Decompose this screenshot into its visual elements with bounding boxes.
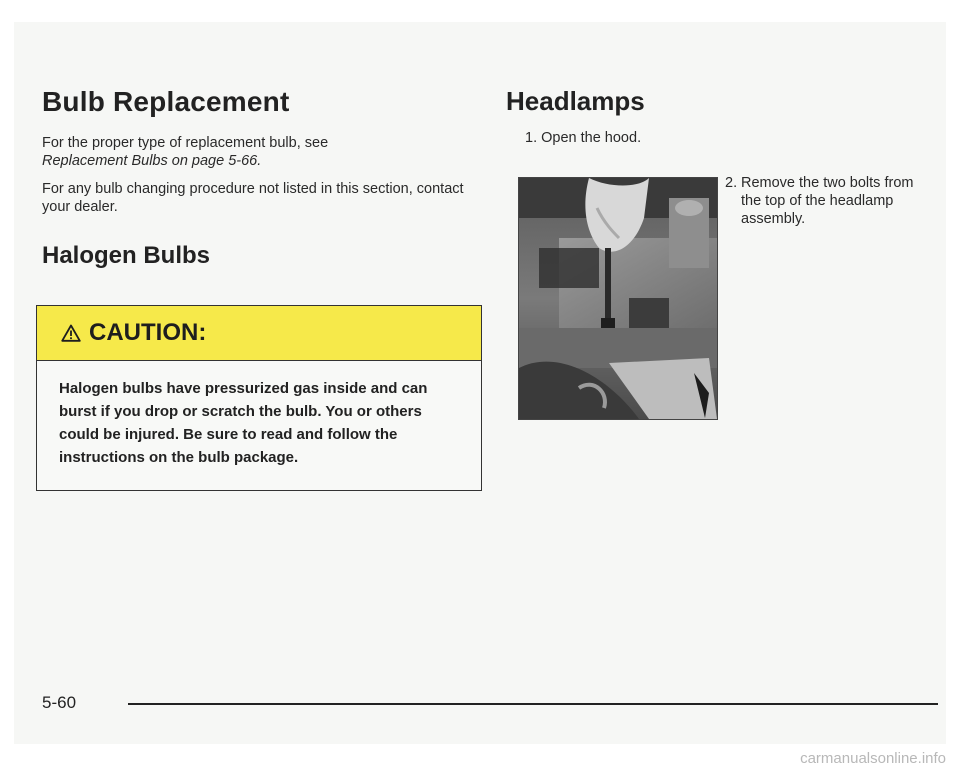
step-2-number: 2. bbox=[725, 175, 738, 191]
replacement-bulb-paragraph bbox=[42, 134, 482, 170]
warning-triangle-icon bbox=[61, 324, 81, 342]
headlamps-heading: Headlamps bbox=[506, 86, 645, 116]
replacement-bulb-text: For the proper type of replacement bulb, see bbox=[42, 135, 329, 151]
manual-page bbox=[14, 22, 946, 744]
step-2-text: Remove the two bolts from the top of the headlamp assembly. bbox=[741, 175, 914, 227]
page-number: 5-60 bbox=[42, 693, 77, 712]
right-column bbox=[506, 86, 946, 227]
page-title: Bulb Replacement bbox=[42, 86, 290, 117]
step-2 bbox=[725, 174, 915, 228]
halogen-bulbs-heading: Halogen Bulbs bbox=[42, 242, 211, 269]
caution-label: CAUTION: bbox=[89, 319, 207, 346]
dealer-paragraph: For any bulb changing procedure not listed in this section, contact your dealer. bbox=[42, 181, 464, 215]
caution-box bbox=[36, 305, 482, 491]
left-column bbox=[42, 86, 482, 270]
step-1: 1. Open the hood. bbox=[525, 130, 642, 146]
replacement-bulbs-reference-link[interactable]: Replacement Bulbs on page 5-66. bbox=[42, 153, 262, 169]
footer-divider bbox=[128, 703, 938, 705]
site-watermark: carmanualsonline.info bbox=[800, 750, 946, 767]
caution-header bbox=[37, 306, 481, 361]
caution-text: Halogen bulbs have pressurized gas inside and can burst if you drop or scratch the bulb. You or others could be injured. Be sure to read and follow the instructions on the bulb package. bbox=[59, 380, 428, 466]
headlamp-bolt-photo bbox=[518, 177, 718, 420]
